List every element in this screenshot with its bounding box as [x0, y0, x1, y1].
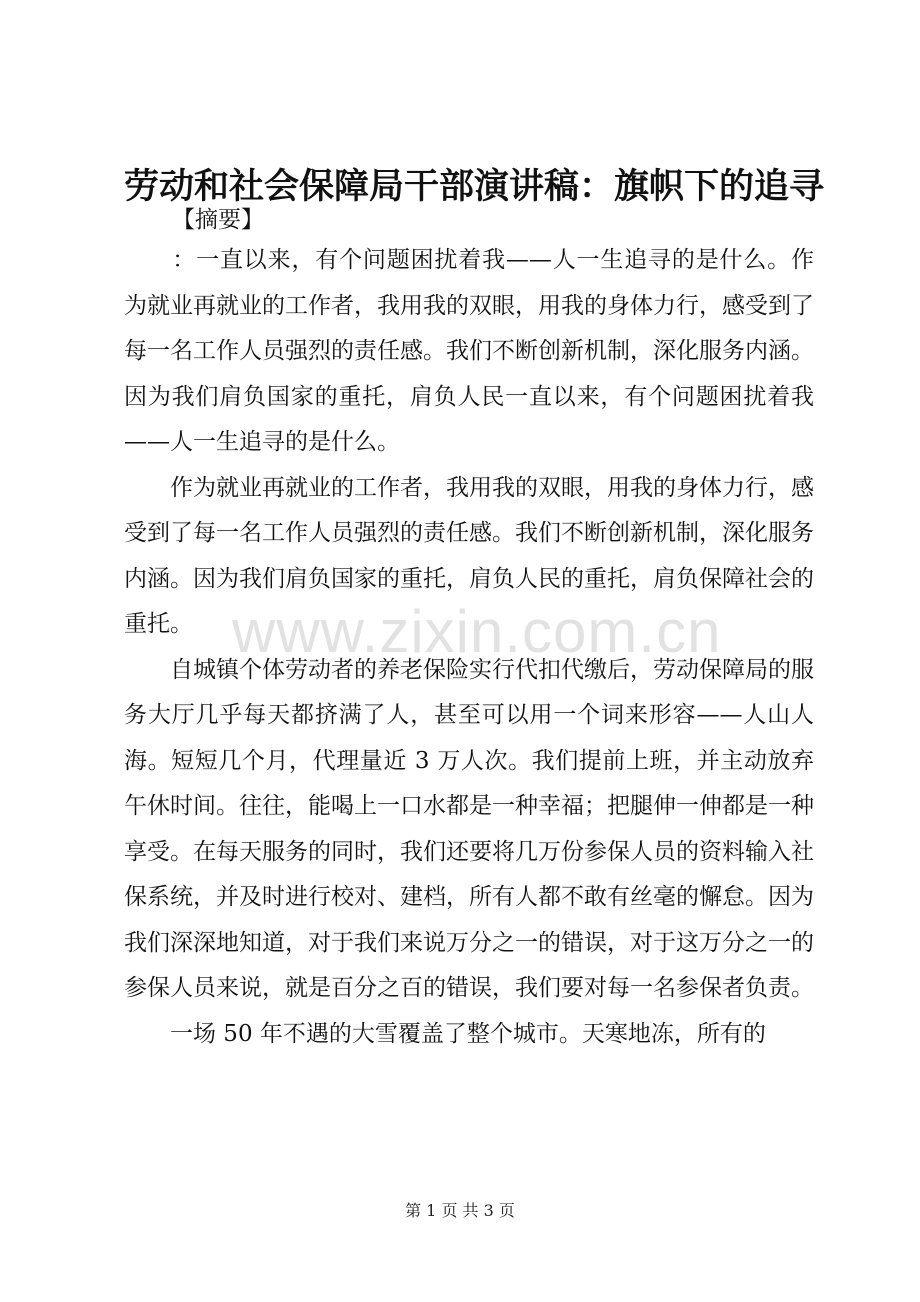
page-number-footer: 第 1 页 共 3 页	[405, 1201, 515, 1220]
document-title: 劳动和社会保障局干部演讲稿：旗帜下的追寻	[124, 166, 825, 207]
document-body	[124, 238, 814, 1057]
abstract-label: 【摘要】	[172, 207, 264, 233]
paragraph: 作为就业再就业的工作者，我用我的双眼，用我的身体力行，感受到了每一名工作人员强烈的责任感。我们不断创新机制，深化服务内涵。因为我们肩负国家的重托，肩负人民的重托，肩负保障社会的重托。	[124, 474, 814, 637]
paragraph: 一场 50 年不遇的大雪覆盖了整个城市。天寒地冻，所有的	[170, 1020, 766, 1047]
watermark-text: www.zixin.com.cn	[232, 598, 722, 665]
paragraph: ：一直以来，有个问题困扰着我——人一生追寻的是什么。作为就业再就业的工作者，我用我的双眼，用我的身体力行，感受到了每一名工作人员强烈的责任感。我们不断创新机制，深化服务内涵。因为我们肩负国家的重托，肩负人民一直以来，有个问题困扰着我——人一生追寻的是什么。	[124, 247, 814, 455]
paragraph: 自城镇个体劳动者的养老保险实行代扣代缴后，劳动保障局的服务大厅几乎每天都挤满了人，甚至可以用一个词来形容——人山人海。短短几个月，代理量近 3 万人次。我们提前上班，并主动放弃午休时间。往往，能喝上一口水都是一种幸福；把腿伸一伸都是一种享受。在每天服务的同时，我们还要将几万份参保人员的资料输入社保系统，并及时进行校对、建档，所有人都不敢有丝毫的懈怠。因为我们深深地知道，对于我们来说万分之一的错误，对于这万分之一的参保人员来说，就是百分之百的错误，我们要对每一名参保者负责。	[124, 656, 814, 1001]
